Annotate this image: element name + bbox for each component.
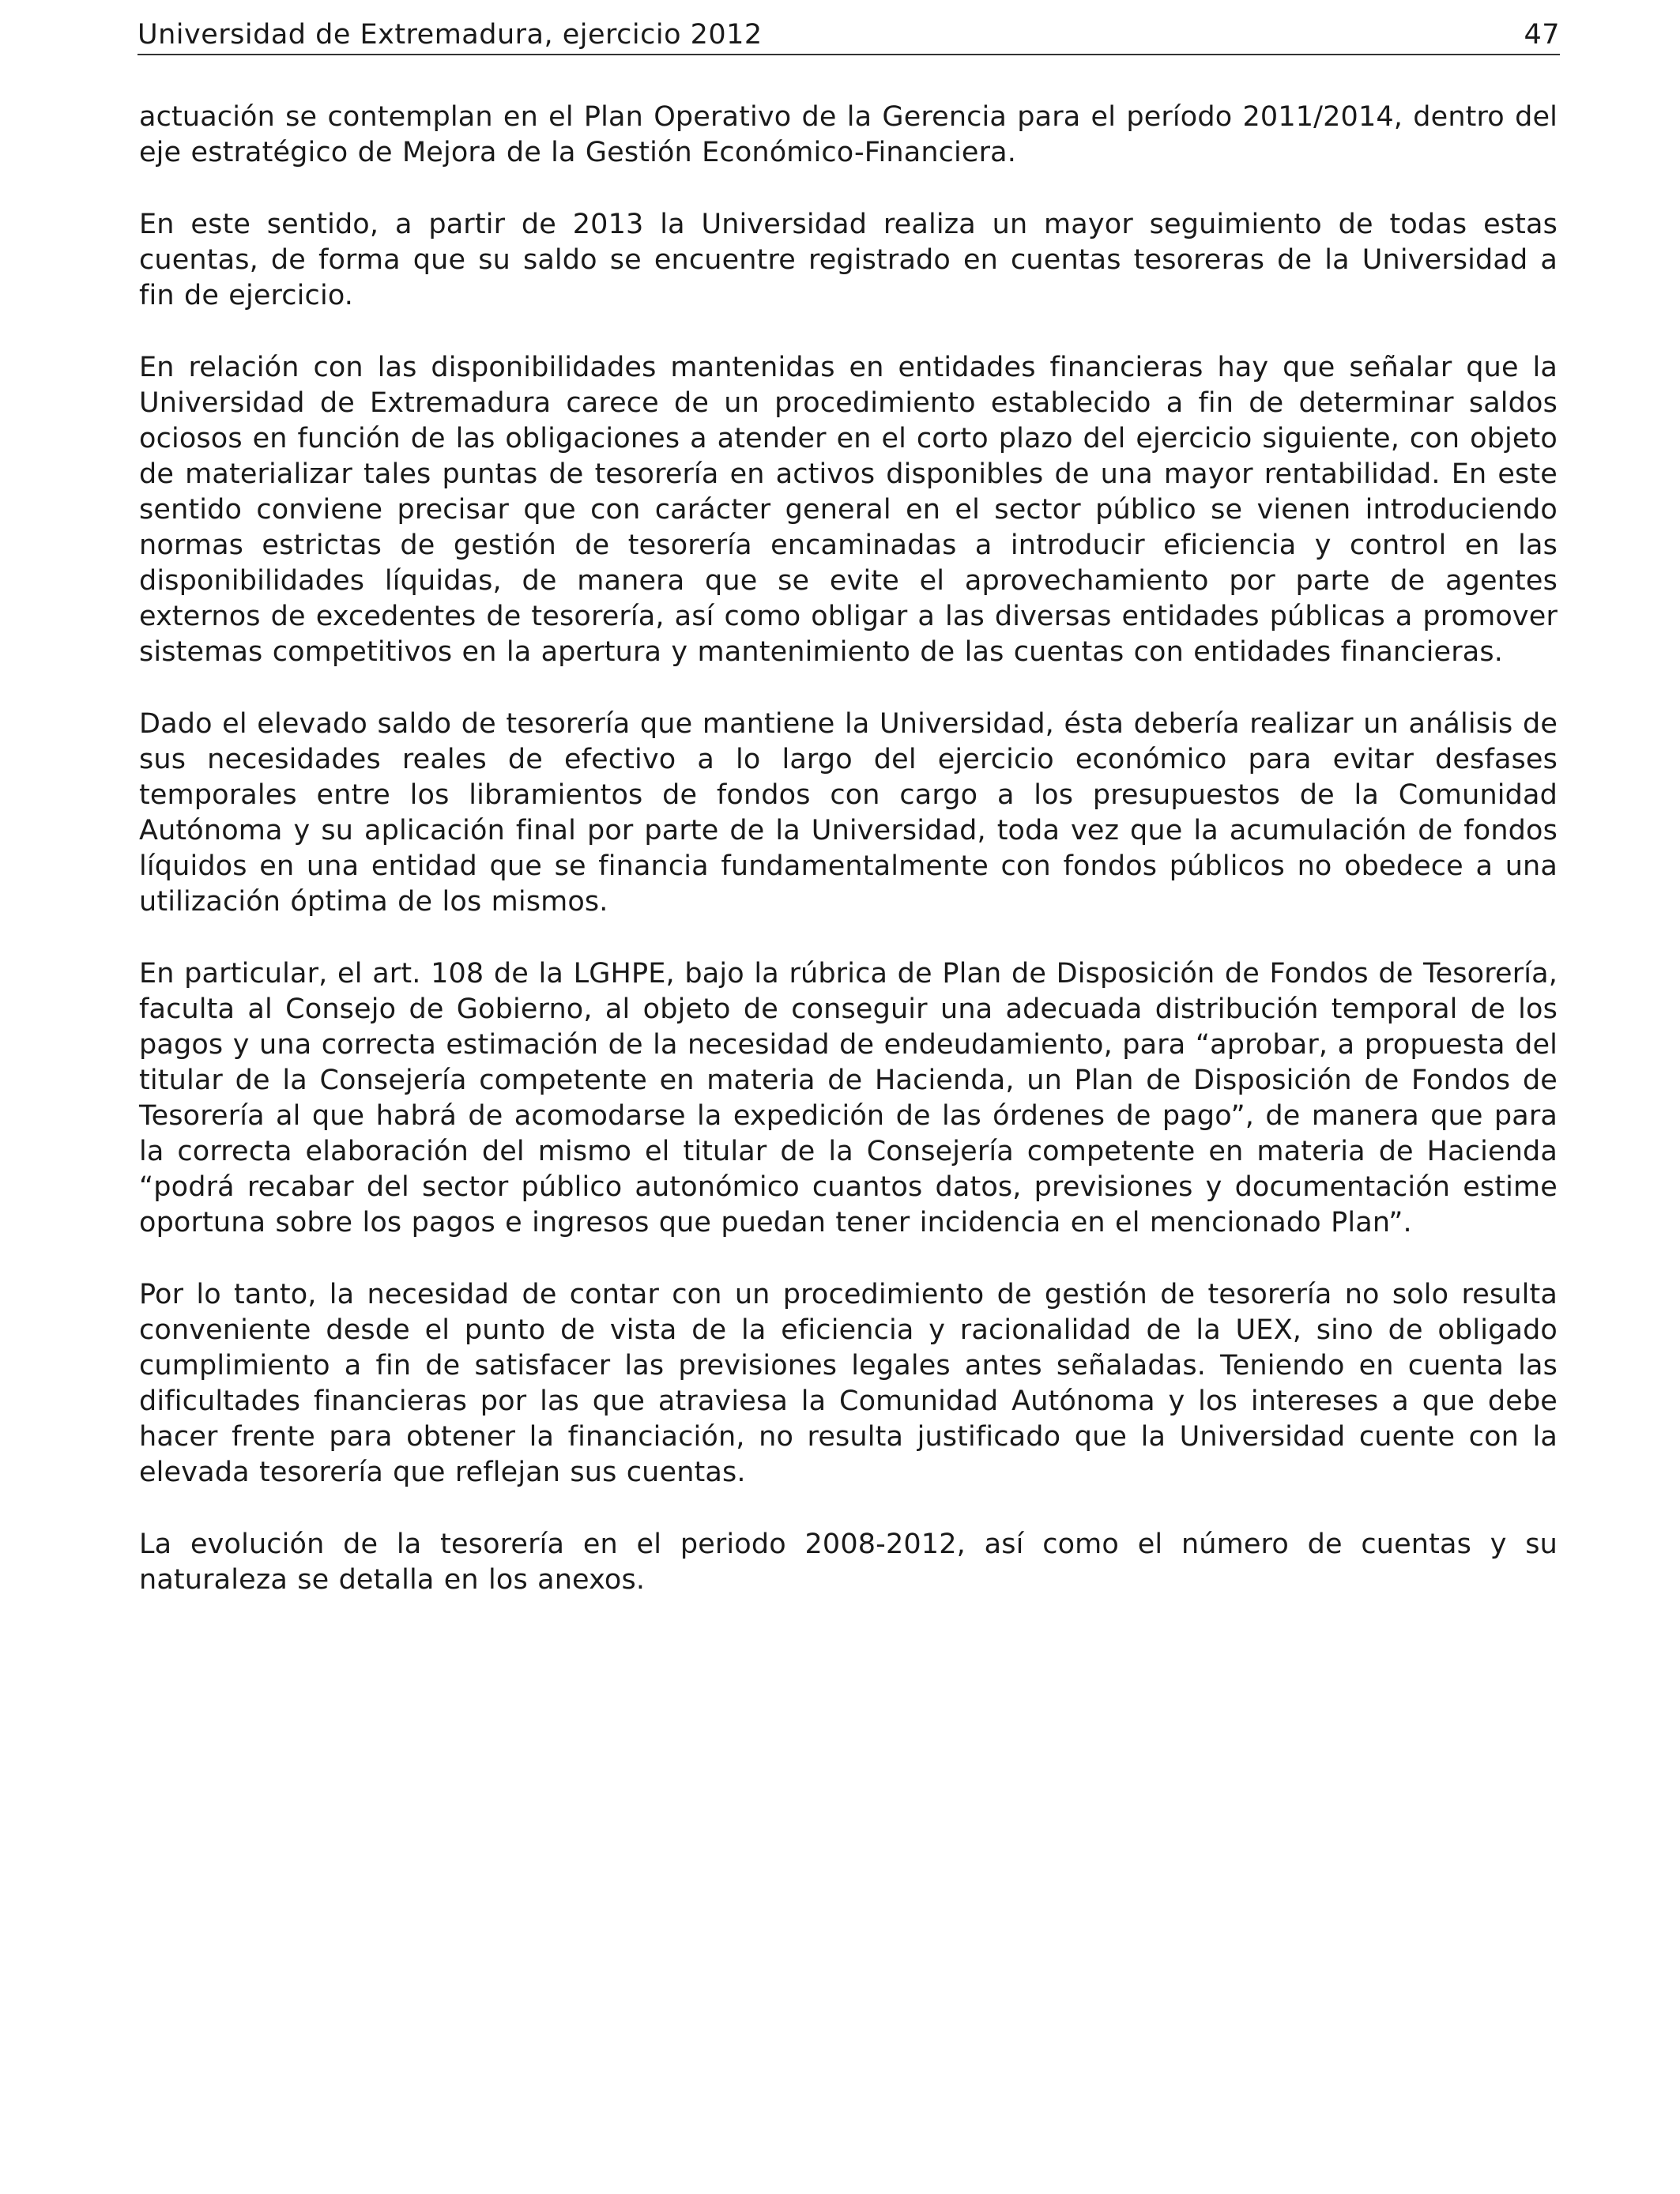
paragraph: En este sentido, a partir de 2013 la Universidad realiza un mayor seguimiento de todas estas cuentas, de forma que su saldo se encuentre registrado en cuentas tesoreras de la Universidad a fin de ejercicio. bbox=[139, 209, 1558, 311]
page-header bbox=[137, 17, 1560, 55]
paragraph: actuación se contemplan en el Plan Operativo de la Gerencia para el período 2011/2014, dentro del eje estratégico de Mejora de la Gestión Económico-Financiera. bbox=[139, 101, 1558, 168]
paragraph: La evolución de la tesorería en el periodo 2008-2012, así como el número de cuentas y su naturaleza se detalla en los anexos. bbox=[139, 1529, 1558, 1596]
page-number: 47 bbox=[1524, 19, 1560, 51]
document-body bbox=[139, 100, 1558, 1634]
header-title: Universidad de Extremadura, ejercicio 2012 bbox=[137, 19, 763, 51]
paragraph: En relación con las disponibilidades mantenidas en entidades financieras hay que señalar que la Universidad de Extremadura carece de un procedimiento establecido a fin de determinar saldos ociosos en función de las obligaciones a atender en el corto plazo del ejercicio siguiente, con objeto de materializar tales puntas de tesorería en activos disponibles de una mayor rentabilidad. En este sentido conviene precisar que con carácter general en el sector público se vienen introduciendo normas estrictas de gestión de tesorería encaminadas a introducir eficiencia y control en las disponibilidades líquidas, de manera que se evite el aprovechamiento por parte de agentes externos de excedentes de tesorería, así como obligar a las diversas entidades públicas a promover sistemas competitivos en la apertura y mantenimiento de las cuentas con entidades financieras. bbox=[139, 352, 1558, 668]
paragraph: Por lo tanto, la necesidad de contar con un procedimiento de gestión de tesorería no solo resulta conveniente desde el punto de vista de la eficiencia y racionalidad de la UEX, sino de obligado cumplimiento a fin de satisfacer las previsiones legales antes señaladas. Teniendo en cuenta las dificultades financieras por las que atraviesa la Comunidad Autónoma y los intereses a que debe hacer frente para obtener la financiación, no resulta justificado que la Universidad cuente con la elevada tesorería que reflejan sus cuentas. bbox=[139, 1279, 1558, 1488]
paragraph: En particular, el art. 108 de la LGHPE, bajo la rúbrica de Plan de Disposición de Fondos de Tesorería, faculta al Consejo de Gobierno, al objeto de conseguir una adecuada distribución temporal de los pagos y una correcta estimación de la necesidad de endeudamiento, para “aprobar, a propuesta del titular de la Consejería competente en materia de Hacienda, un Plan de Disposición de Fondos de Tesorería al que habrá de acomodarse la expedición de las órdenes de pago”, de manera que para la correcta elaboración del mismo el titular de la Consejería competente en materia de Hacienda “podrá recabar del sector público autonómico cuantos datos, previsiones y documentación estime oportuna sobre los pagos e ingresos que puedan tener incidencia en el mencionado Plan”. bbox=[139, 958, 1558, 1238]
paragraph: Dado el elevado saldo de tesorería que mantiene la Universidad, ésta debería realizar un análisis de sus necesidades reales de efectivo a lo largo del ejercicio económico para evitar desfases temporales entre los libramientos de fondos con cargo a los presupuestos de la Comunidad Autónoma y su aplicación final por parte de la Universidad, toda vez que la acumulación de fondos líquidos en una entidad que se financia fundamentalmente con fondos públicos no obedece a una utilización óptima de los mismos. bbox=[139, 708, 1558, 918]
